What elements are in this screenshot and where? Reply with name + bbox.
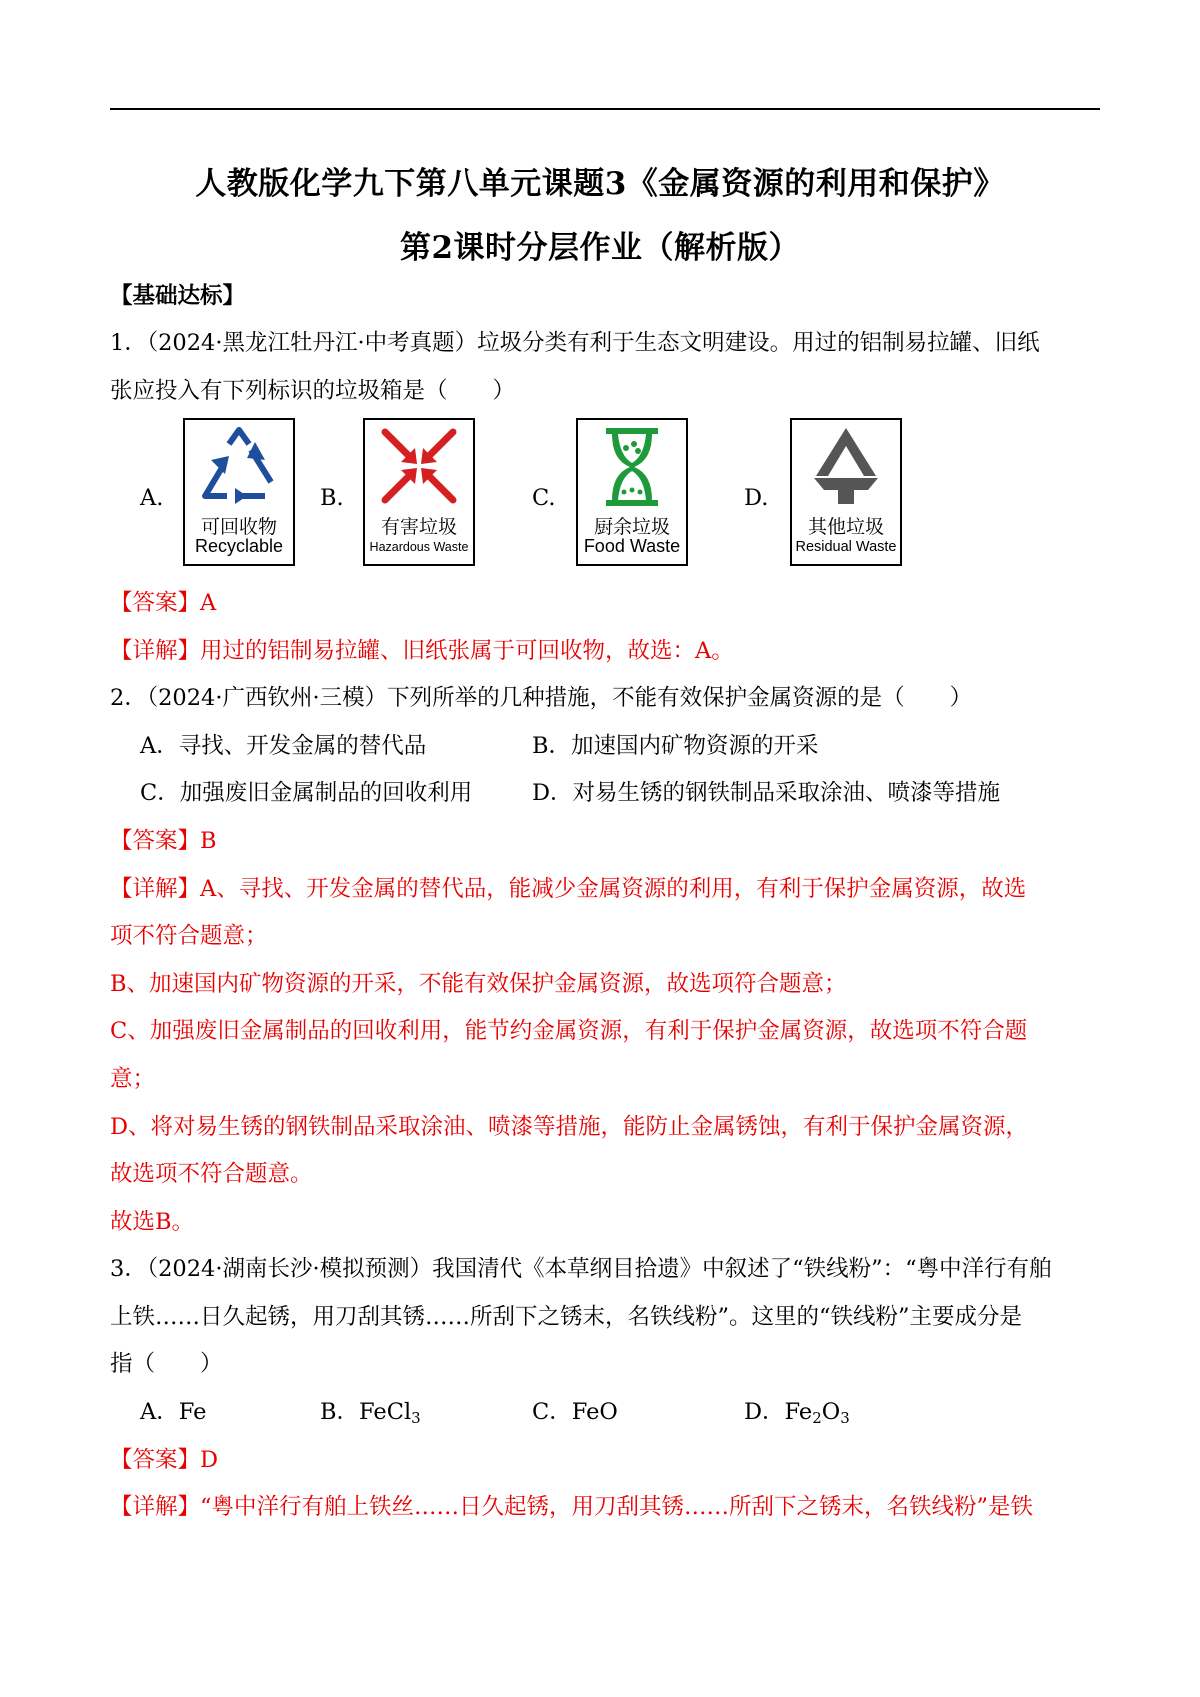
- q2-answer: 【答案】B: [110, 828, 217, 854]
- sign-a-chinese-label: 可回收物: [200, 516, 277, 538]
- q2-option-a: A．寻找、开发金属的替代品: [140, 733, 427, 759]
- q3-stem-line: 3．（2024·湖南长沙·模拟预测）我国清代《本草纲目拾遗》中叙述了“铁线粉”：“粤中洋行有舶: [110, 1256, 1052, 1282]
- q2-explanation-line: C、加强废旧金属制品的回收利用，能节约金属资源，有利于保护金属资源，故选项不符合题: [110, 1018, 1028, 1044]
- sign-b-chinese-label: 有害垃圾: [380, 516, 457, 538]
- q1-option-d-letter: D.: [744, 485, 769, 511]
- q2-option-c: C．加强废旧金属制品的回收利用: [140, 780, 473, 806]
- food-waste-sign: [576, 418, 688, 566]
- q1-option-a-letter: A.: [140, 485, 164, 511]
- hazard-arrows-icon: [365, 420, 473, 516]
- q3-option-d: D．$Fe_2O_3$: [744, 1399, 850, 1427]
- q2-explanation-line: 故选项不符合题意。: [110, 1161, 313, 1187]
- q3-option-a: A．Fe: [140, 1399, 207, 1425]
- q2-explanation-line: B、加速国内矿物资源的开采，不能有效保护金属资源，故选项符合题意；: [110, 971, 847, 997]
- residual-waste-sign: [790, 418, 902, 566]
- sign-b-english-label: Hazardous Waste: [369, 540, 469, 554]
- q1-stem-line2: 张应投入有下列标识的垃圾箱是（ ）: [110, 378, 516, 404]
- recyclable-sign: [183, 418, 295, 566]
- header-rule: [110, 108, 1100, 110]
- q2-explanation-line: D、将对易生锈的钢铁制品采取涂油、喷漆等措施，能防止金属锈蚀，有利于保护金属资源，: [110, 1114, 1029, 1140]
- q1-option-b-letter: B.: [320, 485, 344, 511]
- recycle-icon: [185, 420, 293, 516]
- q3-answer: 【答案】D: [110, 1447, 219, 1473]
- q3-stem-line: 上铁……日久起锈，用刀刮其锈……所刮下之锈末，名铁线粉”。这里的“铁线粉”主要成分是: [110, 1304, 1023, 1330]
- q2-explanation-line: 【详解】A、寻找、开发金属的替代品，能减少金属资源的利用，有利于保护金属资源，故选: [110, 876, 1027, 902]
- section-heading: 【基础达标】: [110, 283, 246, 309]
- q3-stem-line: 指（ ）: [110, 1351, 223, 1377]
- q2-stem: 2．（2024·广西钦州·三模）下列所举的几种措施，不能有效保护金属资源的是（ ）: [110, 685, 973, 711]
- q3-option-c: C．FeO: [532, 1399, 618, 1425]
- q2-conclusion: 故选B。: [110, 1209, 195, 1235]
- q1-option-c-letter: C.: [532, 485, 556, 511]
- hourglass-icon: [578, 420, 686, 516]
- sign-a-english-label: Recyclable: [194, 536, 284, 556]
- sign-d-english-label: Residual Waste: [795, 539, 897, 555]
- sign-d-chinese-label: 其他垃圾: [807, 516, 884, 538]
- sign-c-english-label: Food Waste: [583, 536, 681, 556]
- hazardous-sign: [363, 418, 475, 566]
- page-title: 人教版化学九下第八单元课题3《金属资源的利用和保护》: [195, 166, 1005, 202]
- q1-explanation: 【详解】用过的铝制易拉罐、旧纸张属于可回收物，故选：A。: [110, 638, 734, 664]
- q3-explanation: 【详解】“粤中洋行有舶上铁丝……日久起锈，用刀刮其锈……所刮下之锈末，名铁线粉”是铁: [110, 1494, 1034, 1520]
- q3-option-b: B．FeCl$_3$: [320, 1399, 421, 1427]
- q1-answer: 【答案】A: [110, 590, 217, 616]
- residual-waste-icon: [792, 420, 900, 516]
- q2-explanation-line: 意；: [110, 1066, 156, 1092]
- q2-explanation-line: 项不符合题意；: [110, 923, 268, 949]
- q2-option-b: B．加速国内矿物资源的开采: [532, 733, 819, 759]
- q1-stem-line1: 1．（2024·黑龙江牡丹江·中考真题）垃圾分类有利于生态文明建设。用过的铝制易拉罐、旧纸: [110, 330, 1040, 356]
- sign-c-chinese-label: 厨余垃圾: [593, 516, 670, 538]
- q2-option-d: D．对易生锈的钢铁制品采取涂油、喷漆等措施: [532, 780, 1001, 806]
- page-subtitle: 第2课时分层作业（解析版）: [399, 230, 801, 266]
